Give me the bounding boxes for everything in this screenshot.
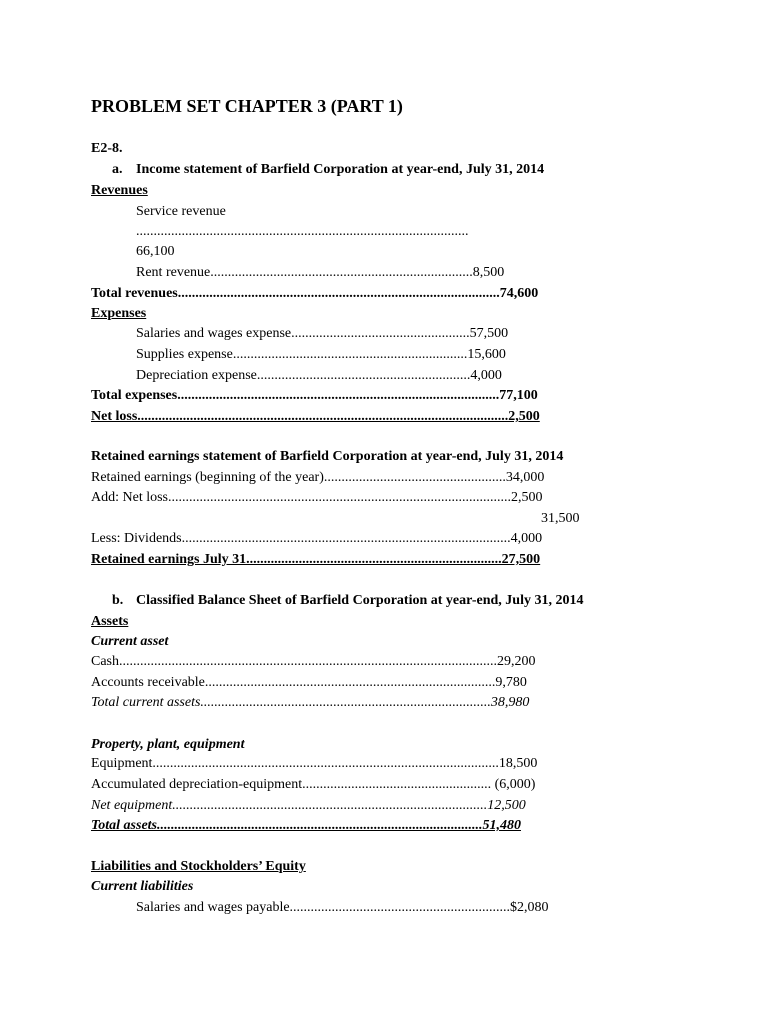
service-revenue-value: 66,100 xyxy=(136,244,175,259)
total-revenues-line: Total revenues............................................................................................74,600 xyxy=(91,286,539,301)
assets-label: Assets xyxy=(91,614,129,629)
liabilities-equity-label: Liabilities and Stockholders’ Equity xyxy=(91,859,306,874)
page-title: PROBLEM SET CHAPTER 3 (PART 1) xyxy=(91,96,403,116)
service-revenue-label: Service revenue xyxy=(136,204,226,219)
depreciation-expense-line: Depreciation expense.............................................................4,000 xyxy=(136,368,502,383)
equipment-line: Equipment...................................................................................................18,500 xyxy=(91,756,538,771)
service-revenue-dots: ............................................................................................... xyxy=(136,224,469,239)
current-asset-label: Current asset xyxy=(91,634,169,649)
retained-ending-line: Retained earnings July 31.........................................................................27,500 xyxy=(91,552,541,567)
revenues-label: Revenues xyxy=(91,183,148,198)
current-liabilities-label: Current liabilities xyxy=(91,879,194,894)
ppe-label: Property, plant, equipment xyxy=(91,737,245,752)
income-statement-heading: Income statement of Barfield Corporation at year-end, July 31, 2014 xyxy=(136,162,545,177)
retained-earnings-heading: Retained earnings statement of Barfield Corporation at year-end, July 31, 2014 xyxy=(91,449,564,464)
add-net-loss-line: Add: Net loss..................................................................................................2,500 xyxy=(91,490,543,505)
net-equipment-line: Net equipment..........................................................................................12,500 xyxy=(91,798,526,813)
expenses-label: Expenses xyxy=(91,306,147,321)
accounts-receivable-line: Accounts receivable...................................................................................9,780 xyxy=(91,675,527,690)
retained-beginning-line: Retained earnings (beginning of the year)....................................................34,000 xyxy=(91,470,545,485)
salaries-expense-line: Salaries and wages expense...................................................57,500 xyxy=(136,326,509,341)
retained-subtotal: 31,500 xyxy=(541,511,580,526)
total-assets-line: Total assets.............................................................................................51,480 xyxy=(91,818,521,833)
balance-sheet-heading: Classified Balance Sheet of Barfield Corporation at year-end, July 31, 2014 xyxy=(136,593,584,608)
supplies-expense-line: Supplies expense...................................................................15,600 xyxy=(136,347,506,362)
less-dividends-line: Less: Dividends..............................................................................................4,000 xyxy=(91,531,543,546)
net-loss-line: Net loss..........................................................................................................2,500 xyxy=(91,409,540,424)
exercise-label: E2-8. xyxy=(91,141,123,156)
income-statement-letter: a. xyxy=(112,162,123,177)
balance-sheet-letter: b. xyxy=(112,593,124,608)
cash-line: Cash............................................................................................................29,200 xyxy=(91,654,536,669)
accumulated-depreciation-line: Accumulated depreciation-equipment...................................................... (6,000) xyxy=(91,777,536,792)
salaries-payable-line: Salaries and wages payable...............................................................$2,080 xyxy=(136,900,549,915)
total-expenses-line: Total expenses............................................................................................77,100 xyxy=(91,388,538,403)
total-current-assets-line: Total current assets...................................................................................38,980 xyxy=(91,695,530,710)
rent-revenue-line: Rent revenue...........................................................................8,500 xyxy=(136,265,505,280)
